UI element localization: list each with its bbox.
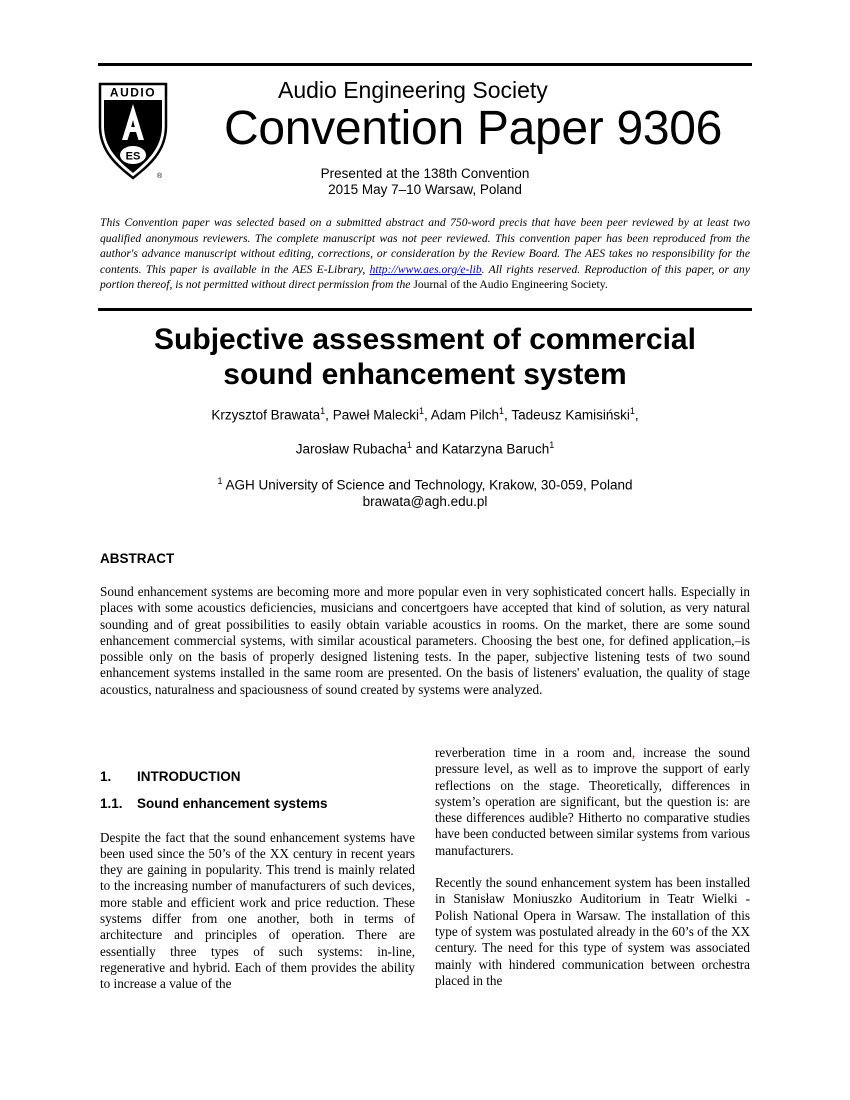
author-affil-mark: 1 — [418, 406, 424, 416]
author-separator: , — [634, 407, 639, 423]
author-name: Tadeusz Kamisiński — [511, 407, 630, 423]
header-top-rule — [98, 63, 752, 66]
abstract-heading: ABSTRACT — [100, 551, 175, 566]
author-affil-mark: 1 — [499, 406, 505, 416]
affiliation — [100, 473, 750, 494]
header-bottom-rule — [98, 308, 752, 311]
logo-registered-mark: ® — [157, 173, 163, 180]
disclaimer-text: This Convention paper was selected based on a submitted abstract and 750-word precis that have been peer reviewed by at least two qualified anonymous reviewers. The complete manuscript was not peer reviewed. This convention paper has been reproduced from the author's advance manuscript without editing, corrections, or consideration by the Review Board. The AES takes no responsibility for the contents. This paper is available in the AES E-Library, — [100, 216, 750, 276]
edit-mark: , — [631, 745, 636, 760]
presented-line-2: 2015 May 7–10 Warsaw, Poland — [328, 182, 522, 197]
logo-text-top: AUDIO — [109, 85, 157, 100]
author-separator: , — [423, 407, 431, 423]
body-text: reverberation time in a room and — [435, 745, 632, 760]
author-name: Krzysztof Brawata — [211, 407, 321, 423]
section-title: INTRODUCTION — [137, 769, 241, 784]
body-column-left — [100, 769, 415, 993]
subsection-number: 1.1. — [100, 796, 123, 812]
disclaimer — [100, 215, 750, 293]
presented-at — [300, 166, 550, 198]
author-email: brawata@agh.edu.pl — [362, 493, 488, 509]
section-number: 1. — [100, 769, 112, 784]
author-separator: , — [325, 407, 333, 423]
author-affil-mark: 1 — [320, 406, 326, 416]
paper-title-line-1: Subjective assessment of commercial — [154, 323, 696, 356]
body-paragraph: Recently the sound enhancement system has been installed in Stanisław Moniuszko Auditorium in Teatr Wielki - Polish National Opera in Warsaw. The installation of this type of system was postulated already in the 60’s of the XX century. The need for this type of system was associated mainly with hindered communication between orchestra placed in the — [435, 875, 750, 988]
author-separator: and — [411, 441, 442, 457]
body-column-right — [435, 745, 750, 989]
e-library-link[interactable]: http://www.aes.org/e-lib — [369, 262, 482, 276]
author-name: Adam Pilch — [430, 407, 500, 423]
affiliation-block — [100, 473, 750, 510]
aes-logo-icon — [98, 82, 168, 182]
body-paragraph — [435, 745, 750, 859]
subsection-title: Sound enhancement systems — [137, 796, 328, 812]
subsection-heading — [100, 796, 415, 812]
author-affil-mark: 1 — [549, 440, 555, 450]
affiliation-text: AGH University of Science and Technology, Krakow, 30-059, Poland — [222, 477, 633, 493]
logo-text-bottom: ES — [125, 150, 141, 163]
author-separator: , — [504, 407, 512, 423]
presented-line-1: Presented at the 138th Convention — [320, 166, 530, 181]
body-text: increase the sound pressure level, as well as to improve the support of early reflections on the stage. Theoretically, differences in system’s operation are significant, but the question is: are these differences audible? Hitherto no comparative studies have been conducted between similar systems from various manufacturers. — [435, 745, 751, 858]
author-affil-mark: 1 — [629, 406, 635, 416]
author-name: Paweł Malecki — [332, 407, 419, 423]
journal-name: Journal of the Audio Engineering Society. — [413, 278, 608, 291]
author-name: Jarosław Rubacha — [295, 441, 407, 457]
author-list-line-2 — [100, 440, 750, 457]
author-name: Katarzyna Baruch — [441, 441, 550, 457]
affiliation-mark: 1 — [217, 476, 223, 486]
author-affil-mark: 1 — [406, 440, 412, 450]
author-list-line-1 — [100, 406, 750, 423]
society-name: Audio Engineering Society — [278, 77, 548, 103]
section-heading — [100, 769, 415, 785]
convention-paper-title: Convention Paper 9306 — [224, 102, 723, 155]
paper-title — [100, 322, 750, 392]
disclaimer-text-2: . All rights reserved. Reproduction of this paper, or any portion thereof, is not permitted without direct permission from the — [100, 262, 751, 291]
body-paragraph: Despite the fact that the sound enhancement systems have been used since the 50’s of the XX century in recent years they are gaining in popularity. This trend is mainly related to the increasing number of manufacturers of such devices, more stable and efficient work and price reduction. These systems differ from one another, both in terms of architecture and principles of operation. There are essentially three types of such systems: in-line, regenerative and hybrid. Each of them provides the ability to increase a value of the — [100, 829, 415, 992]
paper-title-line-2: sound enhancement system — [223, 358, 627, 391]
abstract-body: Sound enhancement systems are becoming more and more popular even in very sophisticated concert halls. Especially in places with some acoustics deficiencies, musicians and concertgoers have accepted that kind of solution, as very natural sounding and of great possibilities to easily obtain variable acoustics in rooms. On the market, there are some sound enhancement commercial systems, with similar acoustical parameters. Choosing the best one, for defined application,–is possible only on the basis of properly designed listening tests. In the paper, subjective listening tests of two sound enhancement systems installed in the same room are presented. On the basis of listeners' evaluation, the quality of stage acoustics, naturalness and spaciousness of sound created by systems were analyzed. — [100, 584, 750, 697]
